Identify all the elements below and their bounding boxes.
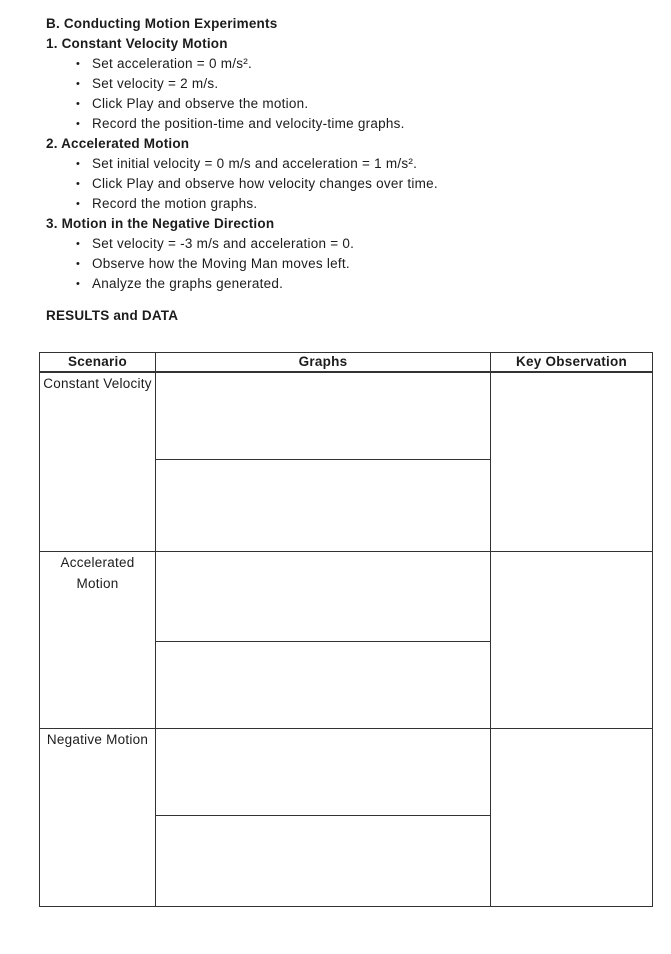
graph-cell-bottom[interactable] bbox=[156, 642, 491, 729]
graph-cell-top[interactable] bbox=[156, 729, 491, 816]
bullet-item: • Set initial velocity = 0 m/s and acceleration = 1 m/s². bbox=[46, 154, 653, 174]
bullet-item: • Set acceleration = 0 m/s². bbox=[46, 54, 653, 74]
graph-cell-bottom[interactable] bbox=[156, 816, 491, 907]
bullet-list-1 bbox=[46, 54, 653, 134]
graph-cell-top[interactable] bbox=[156, 552, 491, 642]
key-observation-cell[interactable] bbox=[491, 552, 653, 729]
results-table-body bbox=[40, 372, 653, 907]
bullet-list-3 bbox=[46, 234, 653, 294]
graph-cell-top[interactable] bbox=[156, 372, 491, 460]
col-header-scenario: Scenario bbox=[40, 353, 156, 372]
table-row bbox=[40, 372, 653, 460]
key-observation-cell[interactable] bbox=[491, 372, 653, 552]
bullet-item: • Set velocity = -3 m/s and acceleration = 0. bbox=[46, 234, 653, 254]
section-heading-3: 3. Motion in the Negative Direction bbox=[46, 216, 275, 231]
section-heading-2: 2. Accelerated Motion bbox=[46, 136, 190, 151]
bullet-item: • Record the motion graphs. bbox=[46, 194, 653, 214]
bullet-list-2 bbox=[46, 154, 653, 214]
scenario-cell: Constant Velocity bbox=[40, 372, 156, 552]
scenario-cell: Accelerated Motion bbox=[40, 552, 156, 729]
bullet-item: • Record the position-time and velocity-time graphs. bbox=[46, 114, 653, 134]
graph-cell-bottom[interactable] bbox=[156, 460, 491, 552]
col-header-graphs: Graphs bbox=[156, 353, 491, 372]
results-heading: RESULTS and DATA bbox=[46, 308, 179, 323]
col-header-key-observation: Key Observation bbox=[491, 353, 653, 372]
section-heading-1: 1. Constant Velocity Motion bbox=[46, 36, 228, 51]
bullet-item: • Click Play and observe how velocity changes over time. bbox=[46, 174, 653, 194]
table-row bbox=[40, 552, 653, 642]
bullet-item: • Set velocity = 2 m/s. bbox=[46, 74, 653, 94]
instruction-sections bbox=[46, 34, 653, 294]
bullet-item: • Observe how the Moving Man moves left. bbox=[46, 254, 653, 274]
table-header-row bbox=[40, 353, 653, 372]
main-heading: B. Conducting Motion Experiments bbox=[46, 16, 278, 31]
bullet-item: • Analyze the graphs generated. bbox=[46, 274, 653, 294]
table-row bbox=[40, 729, 653, 816]
results-table bbox=[39, 352, 653, 907]
bullet-item: • Click Play and observe the motion. bbox=[46, 94, 653, 114]
key-observation-cell[interactable] bbox=[491, 729, 653, 907]
scenario-cell: Negative Motion bbox=[40, 729, 156, 907]
